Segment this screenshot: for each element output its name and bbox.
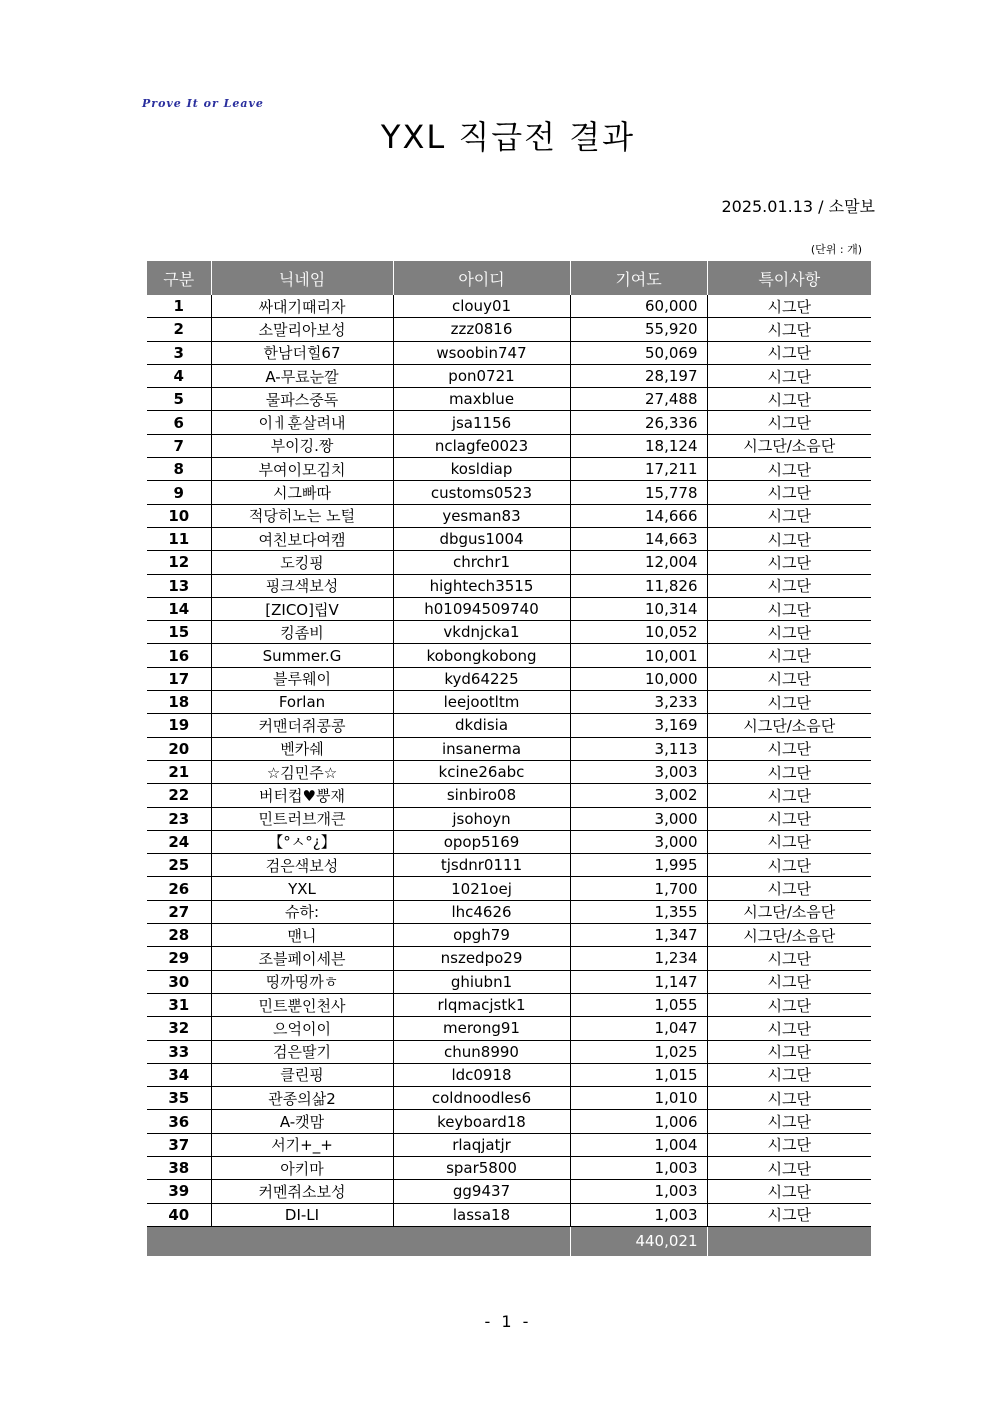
contribution-cell: 3,003 (570, 760, 707, 783)
nickname-cell: 커멘쥐소보성 (211, 1180, 393, 1203)
notes-cell: 시그단 (707, 1087, 871, 1110)
id-cell: rlqmacjstk1 (393, 993, 570, 1016)
total-notes-cell (707, 1226, 871, 1256)
notes-cell: 시그단 (707, 1133, 871, 1156)
notes-cell: 시그단 (707, 341, 871, 364)
nickname-cell: 이ㅔ훈살려내 (211, 411, 393, 434)
contribution-cell: 3,169 (570, 714, 707, 737)
nickname-cell: 띵까띵까ㅎ (211, 970, 393, 993)
nickname-cell: 블루웨이 (211, 667, 393, 690)
contribution-cell: 17,211 (570, 458, 707, 481)
contribution-cell: 1,047 (570, 1017, 707, 1040)
nickname-cell: 민트러브개큰 (211, 807, 393, 830)
table-row (147, 574, 871, 597)
rank-cell: 27 (147, 900, 211, 923)
header-contribution: 기여도 (570, 261, 707, 295)
nickname-cell: 벤카쉐 (211, 737, 393, 760)
notes-cell: 시그단 (707, 527, 871, 550)
notes-cell: 시그단 (707, 1040, 871, 1063)
nickname-cell: Forlan (211, 691, 393, 714)
rank-cell: 23 (147, 807, 211, 830)
id-cell: jsohoyn (393, 807, 570, 830)
notes-cell: 시그단 (707, 1203, 871, 1226)
motto-text: Prove It or Leave (142, 97, 264, 110)
contribution-cell: 1,700 (570, 877, 707, 900)
rank-cell: 29 (147, 947, 211, 970)
notes-cell: 시그단 (707, 1017, 871, 1040)
notes-cell: 시그단 (707, 877, 871, 900)
table-row (147, 737, 871, 760)
id-cell: lassa18 (393, 1203, 570, 1226)
notes-cell: 시그단 (707, 1180, 871, 1203)
table-row (147, 295, 871, 318)
nickname-cell: 부이깅.짱 (211, 434, 393, 457)
table-header-row (147, 261, 871, 295)
nickname-cell: 여친보다여캠 (211, 527, 393, 550)
table-row (147, 597, 871, 620)
rank-cell: 16 (147, 644, 211, 667)
notes-cell: 시그단 (707, 970, 871, 993)
notes-cell: 시그단 (707, 993, 871, 1016)
rank-cell: 20 (147, 737, 211, 760)
table-row (147, 760, 871, 783)
id-cell: gg9437 (393, 1180, 570, 1203)
rank-cell: 37 (147, 1133, 211, 1156)
contribution-cell: 50,069 (570, 341, 707, 364)
id-cell: yesman83 (393, 504, 570, 527)
id-cell: kcine26abc (393, 760, 570, 783)
rank-cell: 28 (147, 924, 211, 947)
rank-cell: 1 (147, 295, 211, 318)
contribution-cell: 1,234 (570, 947, 707, 970)
contribution-cell: 12,004 (570, 551, 707, 574)
rank-cell: 30 (147, 970, 211, 993)
id-cell: sinbiro08 (393, 784, 570, 807)
contribution-cell: 28,197 (570, 364, 707, 387)
contribution-cell: 11,826 (570, 574, 707, 597)
id-cell: ghiubn1 (393, 970, 570, 993)
contribution-cell: 1,015 (570, 1063, 707, 1086)
contribution-cell: 1,025 (570, 1040, 707, 1063)
notes-cell: 시그단 (707, 621, 871, 644)
nickname-cell: ☆김민주☆ (211, 760, 393, 783)
date-author: 2025.01.13 / 소말보 (721, 197, 875, 216)
table-row (147, 388, 871, 411)
table-row (147, 434, 871, 457)
notes-cell: 시그단 (707, 1063, 871, 1086)
nickname-cell: 검은딸기 (211, 1040, 393, 1063)
contribution-cell: 3,000 (570, 830, 707, 853)
table-row (147, 504, 871, 527)
contribution-cell: 1,003 (570, 1180, 707, 1203)
id-cell: ldc0918 (393, 1063, 570, 1086)
rank-cell: 31 (147, 993, 211, 1016)
id-cell: merong91 (393, 1017, 570, 1040)
notes-cell: 시그단 (707, 737, 871, 760)
contribution-cell: 14,666 (570, 504, 707, 527)
table-row (147, 621, 871, 644)
table-row (147, 854, 871, 877)
nickname-cell: 시그빠따 (211, 481, 393, 504)
contribution-cell: 3,000 (570, 807, 707, 830)
total-row (147, 1226, 871, 1256)
notes-cell: 시그단 (707, 947, 871, 970)
table-row (147, 364, 871, 387)
table-row (147, 924, 871, 947)
rank-cell: 6 (147, 411, 211, 434)
rank-cell: 18 (147, 691, 211, 714)
id-cell: dkdisia (393, 714, 570, 737)
nickname-cell: DI-LI (211, 1203, 393, 1226)
contribution-cell: 18,124 (570, 434, 707, 457)
notes-cell: 시그단 (707, 481, 871, 504)
unit-note: (단위 : 개) (810, 243, 862, 256)
table-row (147, 318, 871, 341)
notes-cell: 시그단 (707, 830, 871, 853)
nickname-cell: 으억이이 (211, 1017, 393, 1040)
contribution-cell: 1,995 (570, 854, 707, 877)
rank-cell: 19 (147, 714, 211, 737)
contribution-cell: 1,010 (570, 1087, 707, 1110)
page-number: - 1 - (484, 1312, 532, 1331)
table-row (147, 481, 871, 504)
contribution-cell: 26,336 (570, 411, 707, 434)
rank-cell: 39 (147, 1180, 211, 1203)
rank-cell: 13 (147, 574, 211, 597)
id-cell: insanerma (393, 737, 570, 760)
notes-cell: 시그단/소음단 (707, 900, 871, 923)
notes-cell: 시그단 (707, 1156, 871, 1179)
notes-cell: 시그단 (707, 1110, 871, 1133)
notes-cell: 시그단 (707, 597, 871, 620)
rank-cell: 38 (147, 1156, 211, 1179)
rank-cell: 32 (147, 1017, 211, 1040)
contribution-cell: 1,006 (570, 1110, 707, 1133)
table-row (147, 644, 871, 667)
nickname-cell: 도킹핑 (211, 551, 393, 574)
contribution-cell: 10,314 (570, 597, 707, 620)
id-cell: nclagfe0023 (393, 434, 570, 457)
rank-cell: 25 (147, 854, 211, 877)
contribution-cell: 1,347 (570, 924, 707, 947)
nickname-cell: 검은색보성 (211, 854, 393, 877)
contribution-cell: 1,355 (570, 900, 707, 923)
id-cell: tjsdnr0111 (393, 854, 570, 877)
total-value: 440,021 (570, 1226, 707, 1256)
table-row (147, 877, 871, 900)
notes-cell: 시그단 (707, 854, 871, 877)
nickname-cell: 조블페이세븐 (211, 947, 393, 970)
rank-cell: 21 (147, 760, 211, 783)
table-row (147, 830, 871, 853)
notes-cell: 시그단 (707, 318, 871, 341)
rank-cell: 8 (147, 458, 211, 481)
rank-cell: 36 (147, 1110, 211, 1133)
notes-cell: 시그단 (707, 667, 871, 690)
notes-cell: 시그단 (707, 551, 871, 574)
table-row (147, 714, 871, 737)
contribution-cell: 60,000 (570, 295, 707, 318)
nickname-cell: Summer.G (211, 644, 393, 667)
id-cell: pon0721 (393, 364, 570, 387)
contribution-cell: 27,488 (570, 388, 707, 411)
id-cell: opop5169 (393, 830, 570, 853)
table-row (147, 993, 871, 1016)
table-row (147, 970, 871, 993)
notes-cell: 시그단 (707, 784, 871, 807)
contribution-cell: 14,663 (570, 527, 707, 550)
id-cell: clouy01 (393, 295, 570, 318)
id-cell: spar5800 (393, 1156, 570, 1179)
table-row (147, 527, 871, 550)
rank-cell: 11 (147, 527, 211, 550)
contribution-cell: 55,920 (570, 318, 707, 341)
rank-cell: 14 (147, 597, 211, 620)
notes-cell: 시그단 (707, 364, 871, 387)
rank-cell: 26 (147, 877, 211, 900)
table-row (147, 1133, 871, 1156)
nickname-cell: 커맨더쥐콩콩 (211, 714, 393, 737)
contribution-cell: 3,233 (570, 691, 707, 714)
id-cell: maxblue (393, 388, 570, 411)
id-cell: kyd64225 (393, 667, 570, 690)
id-cell: wsoobin747 (393, 341, 570, 364)
table-row (147, 807, 871, 830)
id-cell: lhc4626 (393, 900, 570, 923)
contribution-cell: 1,055 (570, 993, 707, 1016)
nickname-cell: A-캣맘 (211, 1110, 393, 1133)
rank-cell: 3 (147, 341, 211, 364)
rank-cell: 40 (147, 1203, 211, 1226)
rank-cell: 34 (147, 1063, 211, 1086)
nickname-cell: 클린핑 (211, 1063, 393, 1086)
id-cell: coldnoodles6 (393, 1087, 570, 1110)
total-label-cell (147, 1226, 570, 1256)
notes-cell: 시그단 (707, 388, 871, 411)
table-row (147, 1156, 871, 1179)
nickname-cell: 아키마 (211, 1156, 393, 1179)
header-nickname: 닉네임 (211, 261, 393, 295)
table-row (147, 1180, 871, 1203)
contribution-cell: 10,001 (570, 644, 707, 667)
rank-cell: 7 (147, 434, 211, 457)
nickname-cell: 싸대기때리자 (211, 295, 393, 318)
id-cell: kosldiap (393, 458, 570, 481)
notes-cell: 시그단 (707, 691, 871, 714)
contribution-cell: 10,000 (570, 667, 707, 690)
notes-cell: 시그단 (707, 504, 871, 527)
id-cell: vkdnjcka1 (393, 621, 570, 644)
nickname-cell: 민트뿐인천사 (211, 993, 393, 1016)
nickname-cell: 버터컵♥뿡재 (211, 784, 393, 807)
rank-cell: 33 (147, 1040, 211, 1063)
contribution-cell: 1,003 (570, 1156, 707, 1179)
rank-cell: 17 (147, 667, 211, 690)
notes-cell: 시그단 (707, 574, 871, 597)
header-rank: 구분 (147, 261, 211, 295)
id-cell: rlaqjatjr (393, 1133, 570, 1156)
notes-cell: 시그단 (707, 458, 871, 481)
nickname-cell: 소말리아보성 (211, 318, 393, 341)
nickname-cell: 한남더힐67 (211, 341, 393, 364)
id-cell: kobongkobong (393, 644, 570, 667)
table-row (147, 1203, 871, 1226)
nickname-cell: 물파스중독 (211, 388, 393, 411)
rank-cell: 2 (147, 318, 211, 341)
nickname-cell: 킹좀비 (211, 621, 393, 644)
notes-cell: 시그단 (707, 295, 871, 318)
id-cell: customs0523 (393, 481, 570, 504)
id-cell: jsa1156 (393, 411, 570, 434)
id-cell: dbgus1004 (393, 527, 570, 550)
table-row (147, 947, 871, 970)
rank-cell: 24 (147, 830, 211, 853)
id-cell: zzz0816 (393, 318, 570, 341)
table-row (147, 667, 871, 690)
id-cell: chun8990 (393, 1040, 570, 1063)
results-table (147, 261, 871, 1256)
id-cell: 1021oej (393, 877, 570, 900)
rank-cell: 35 (147, 1087, 211, 1110)
table-row (147, 411, 871, 434)
rank-cell: 9 (147, 481, 211, 504)
contribution-cell: 3,002 (570, 784, 707, 807)
rank-cell: 5 (147, 388, 211, 411)
contribution-cell: 10,052 (570, 621, 707, 644)
rank-cell: 4 (147, 364, 211, 387)
table-row (147, 1063, 871, 1086)
id-cell: leejootltm (393, 691, 570, 714)
id-cell: opgh79 (393, 924, 570, 947)
nickname-cell: 슈하: (211, 900, 393, 923)
table-row (147, 458, 871, 481)
nickname-cell: 관종의삶2 (211, 1087, 393, 1110)
table-row (147, 1087, 871, 1110)
table-row (147, 551, 871, 574)
notes-cell: 시그단 (707, 760, 871, 783)
table-row (147, 341, 871, 364)
header-id: 아이디 (393, 261, 570, 295)
table-row (147, 1017, 871, 1040)
contribution-cell: 3,113 (570, 737, 707, 760)
table-row (147, 784, 871, 807)
table-row (147, 1040, 871, 1063)
notes-cell: 시그단/소음단 (707, 434, 871, 457)
id-cell: hightech3515 (393, 574, 570, 597)
id-cell: chrchr1 (393, 551, 570, 574)
id-cell: nszedpo29 (393, 947, 570, 970)
contribution-cell: 1,003 (570, 1203, 707, 1226)
contribution-cell: 15,778 (570, 481, 707, 504)
table-row (147, 691, 871, 714)
nickname-cell: 핑크색보성 (211, 574, 393, 597)
nickname-cell: 서기+_+ (211, 1133, 393, 1156)
notes-cell: 시그단 (707, 411, 871, 434)
id-cell: keyboard18 (393, 1110, 570, 1133)
nickname-cell: 부여이모김치 (211, 458, 393, 481)
page-title: YXL 직급전 결과 (380, 118, 636, 156)
rank-cell: 15 (147, 621, 211, 644)
notes-cell: 시그단 (707, 644, 871, 667)
notes-cell: 시그단 (707, 807, 871, 830)
rank-cell: 22 (147, 784, 211, 807)
nickname-cell: 【°ㅅ°¿】 (211, 830, 393, 853)
header-notes: 특이사항 (707, 261, 871, 295)
rank-cell: 12 (147, 551, 211, 574)
table-row (147, 900, 871, 923)
nickname-cell: 적당히노는 노털 (211, 504, 393, 527)
rank-cell: 10 (147, 504, 211, 527)
table-row (147, 1110, 871, 1133)
nickname-cell: 맨니 (211, 924, 393, 947)
nickname-cell: [ZICO]립V (211, 597, 393, 620)
nickname-cell: A-무료눈깔 (211, 364, 393, 387)
notes-cell: 시그단/소음단 (707, 924, 871, 947)
contribution-cell: 1,147 (570, 970, 707, 993)
id-cell: h01094509740 (393, 597, 570, 620)
notes-cell: 시그단/소음단 (707, 714, 871, 737)
contribution-cell: 1,004 (570, 1133, 707, 1156)
nickname-cell: YXL (211, 877, 393, 900)
